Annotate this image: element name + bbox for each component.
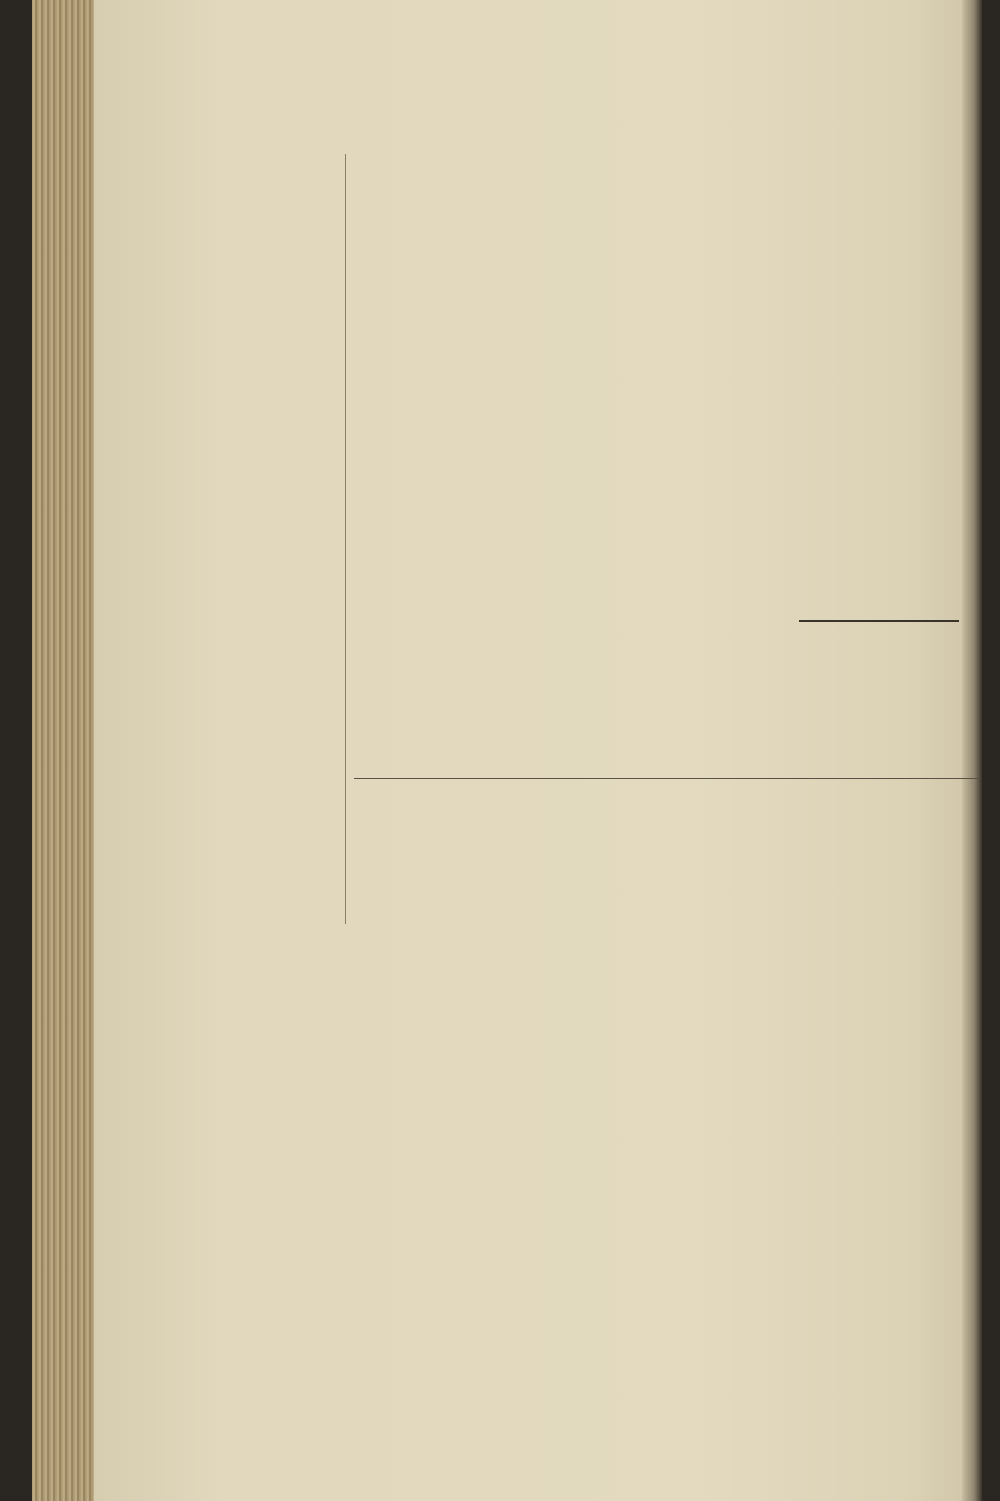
- side-commentary-line: [127, 183, 337, 212]
- psalm17-line: [354, 583, 979, 613]
- bottom-commentary-line: [127, 1004, 979, 1030]
- side-commentary-line: [127, 676, 337, 705]
- side-commentary-line: [127, 850, 337, 879]
- psalm17-line: [354, 286, 979, 316]
- psalm18-translation: [354, 790, 979, 922]
- psalm17-line: [354, 187, 979, 217]
- psalm17-line: [354, 220, 979, 250]
- side-commentary-line: [127, 212, 337, 241]
- psalm17-line: [354, 352, 979, 382]
- side-commentary-line: [127, 821, 337, 850]
- side-commentary-line: [127, 705, 337, 734]
- psalm18-superscription: [354, 688, 979, 769]
- superscription-line: [354, 715, 979, 742]
- running-head-psalms: [669, 98, 979, 142]
- psalm17-line: [354, 319, 979, 349]
- side-commentary-line: [127, 299, 337, 328]
- psalm18-line: [354, 823, 979, 853]
- bottom-commentary-line: [127, 1186, 979, 1212]
- side-commentary-line: [127, 560, 337, 589]
- psalm17-line: [354, 517, 979, 547]
- superscription-line: [354, 742, 979, 769]
- bottom-commentary-line: [127, 1160, 979, 1186]
- side-commentary-line: [127, 502, 337, 531]
- psalm17-translation: [354, 154, 979, 649]
- psalm18-line: [354, 790, 979, 820]
- side-commentary-line: [127, 473, 337, 502]
- psalm18-line: [354, 889, 979, 919]
- page-edge-gutter: [32, 0, 94, 1501]
- side-commentary-column: [127, 154, 337, 908]
- bottom-commentary-line: [127, 1134, 979, 1160]
- side-commentary-line: [127, 415, 337, 444]
- bottom-commentary-line: [127, 1394, 979, 1420]
- bottom-commentary-line: [127, 1030, 979, 1056]
- bottom-commentary-line: [127, 952, 979, 978]
- section-divider: [354, 778, 979, 779]
- psalm17-line: [354, 154, 979, 184]
- bottom-commentary-line: [127, 1368, 979, 1394]
- bottom-commentary-line: [127, 1342, 979, 1368]
- bottom-commentary-line: [127, 1212, 979, 1238]
- side-commentary-line: [127, 241, 337, 270]
- running-head-biur: [157, 98, 317, 142]
- superscription-line: [354, 688, 979, 715]
- side-commentary-line: [127, 647, 337, 676]
- side-commentary-line: [127, 444, 337, 473]
- psalm17-line: [354, 451, 979, 481]
- bottom-commentary-line: [127, 1056, 979, 1082]
- book-page: [32, 0, 982, 1501]
- bottom-commentary: [127, 926, 979, 1420]
- bottom-commentary-line: [127, 1238, 979, 1264]
- psalm17-line: [354, 253, 979, 283]
- psalm18-line: [354, 856, 979, 886]
- side-commentary-line: [127, 589, 337, 618]
- bottom-commentary-line: [127, 1264, 979, 1290]
- bottom-commentary-line: [127, 1290, 979, 1316]
- bottom-commentary-line: [127, 1108, 979, 1134]
- psalm17-line: [354, 550, 979, 580]
- side-commentary-line: [127, 154, 337, 183]
- side-commentary-line: [127, 270, 337, 299]
- side-commentary-line: [127, 734, 337, 763]
- psalm17-line: [354, 385, 979, 415]
- side-commentary-line: [127, 357, 337, 386]
- bottom-commentary-line: [127, 926, 979, 952]
- side-commentary-line: [127, 618, 337, 647]
- side-commentary-line: [127, 386, 337, 415]
- psalm17-line: [354, 484, 979, 514]
- side-commentary-line: [127, 531, 337, 560]
- side-commentary-line: [127, 792, 337, 821]
- column-rule: [345, 154, 346, 924]
- psalm17-line: [354, 418, 979, 448]
- side-commentary-line: [127, 328, 337, 357]
- bottom-commentary-line: [127, 978, 979, 1004]
- bottom-commentary-line: [127, 1316, 979, 1342]
- psalm-number-heading: [354, 623, 979, 675]
- catchword: [689, 900, 749, 928]
- bottom-commentary-line: [127, 1082, 979, 1108]
- side-commentary-line: [127, 763, 337, 792]
- page-text-area: [127, 88, 979, 1378]
- side-commentary-line: [127, 879, 337, 908]
- psalm-separator-rule: [799, 620, 959, 622]
